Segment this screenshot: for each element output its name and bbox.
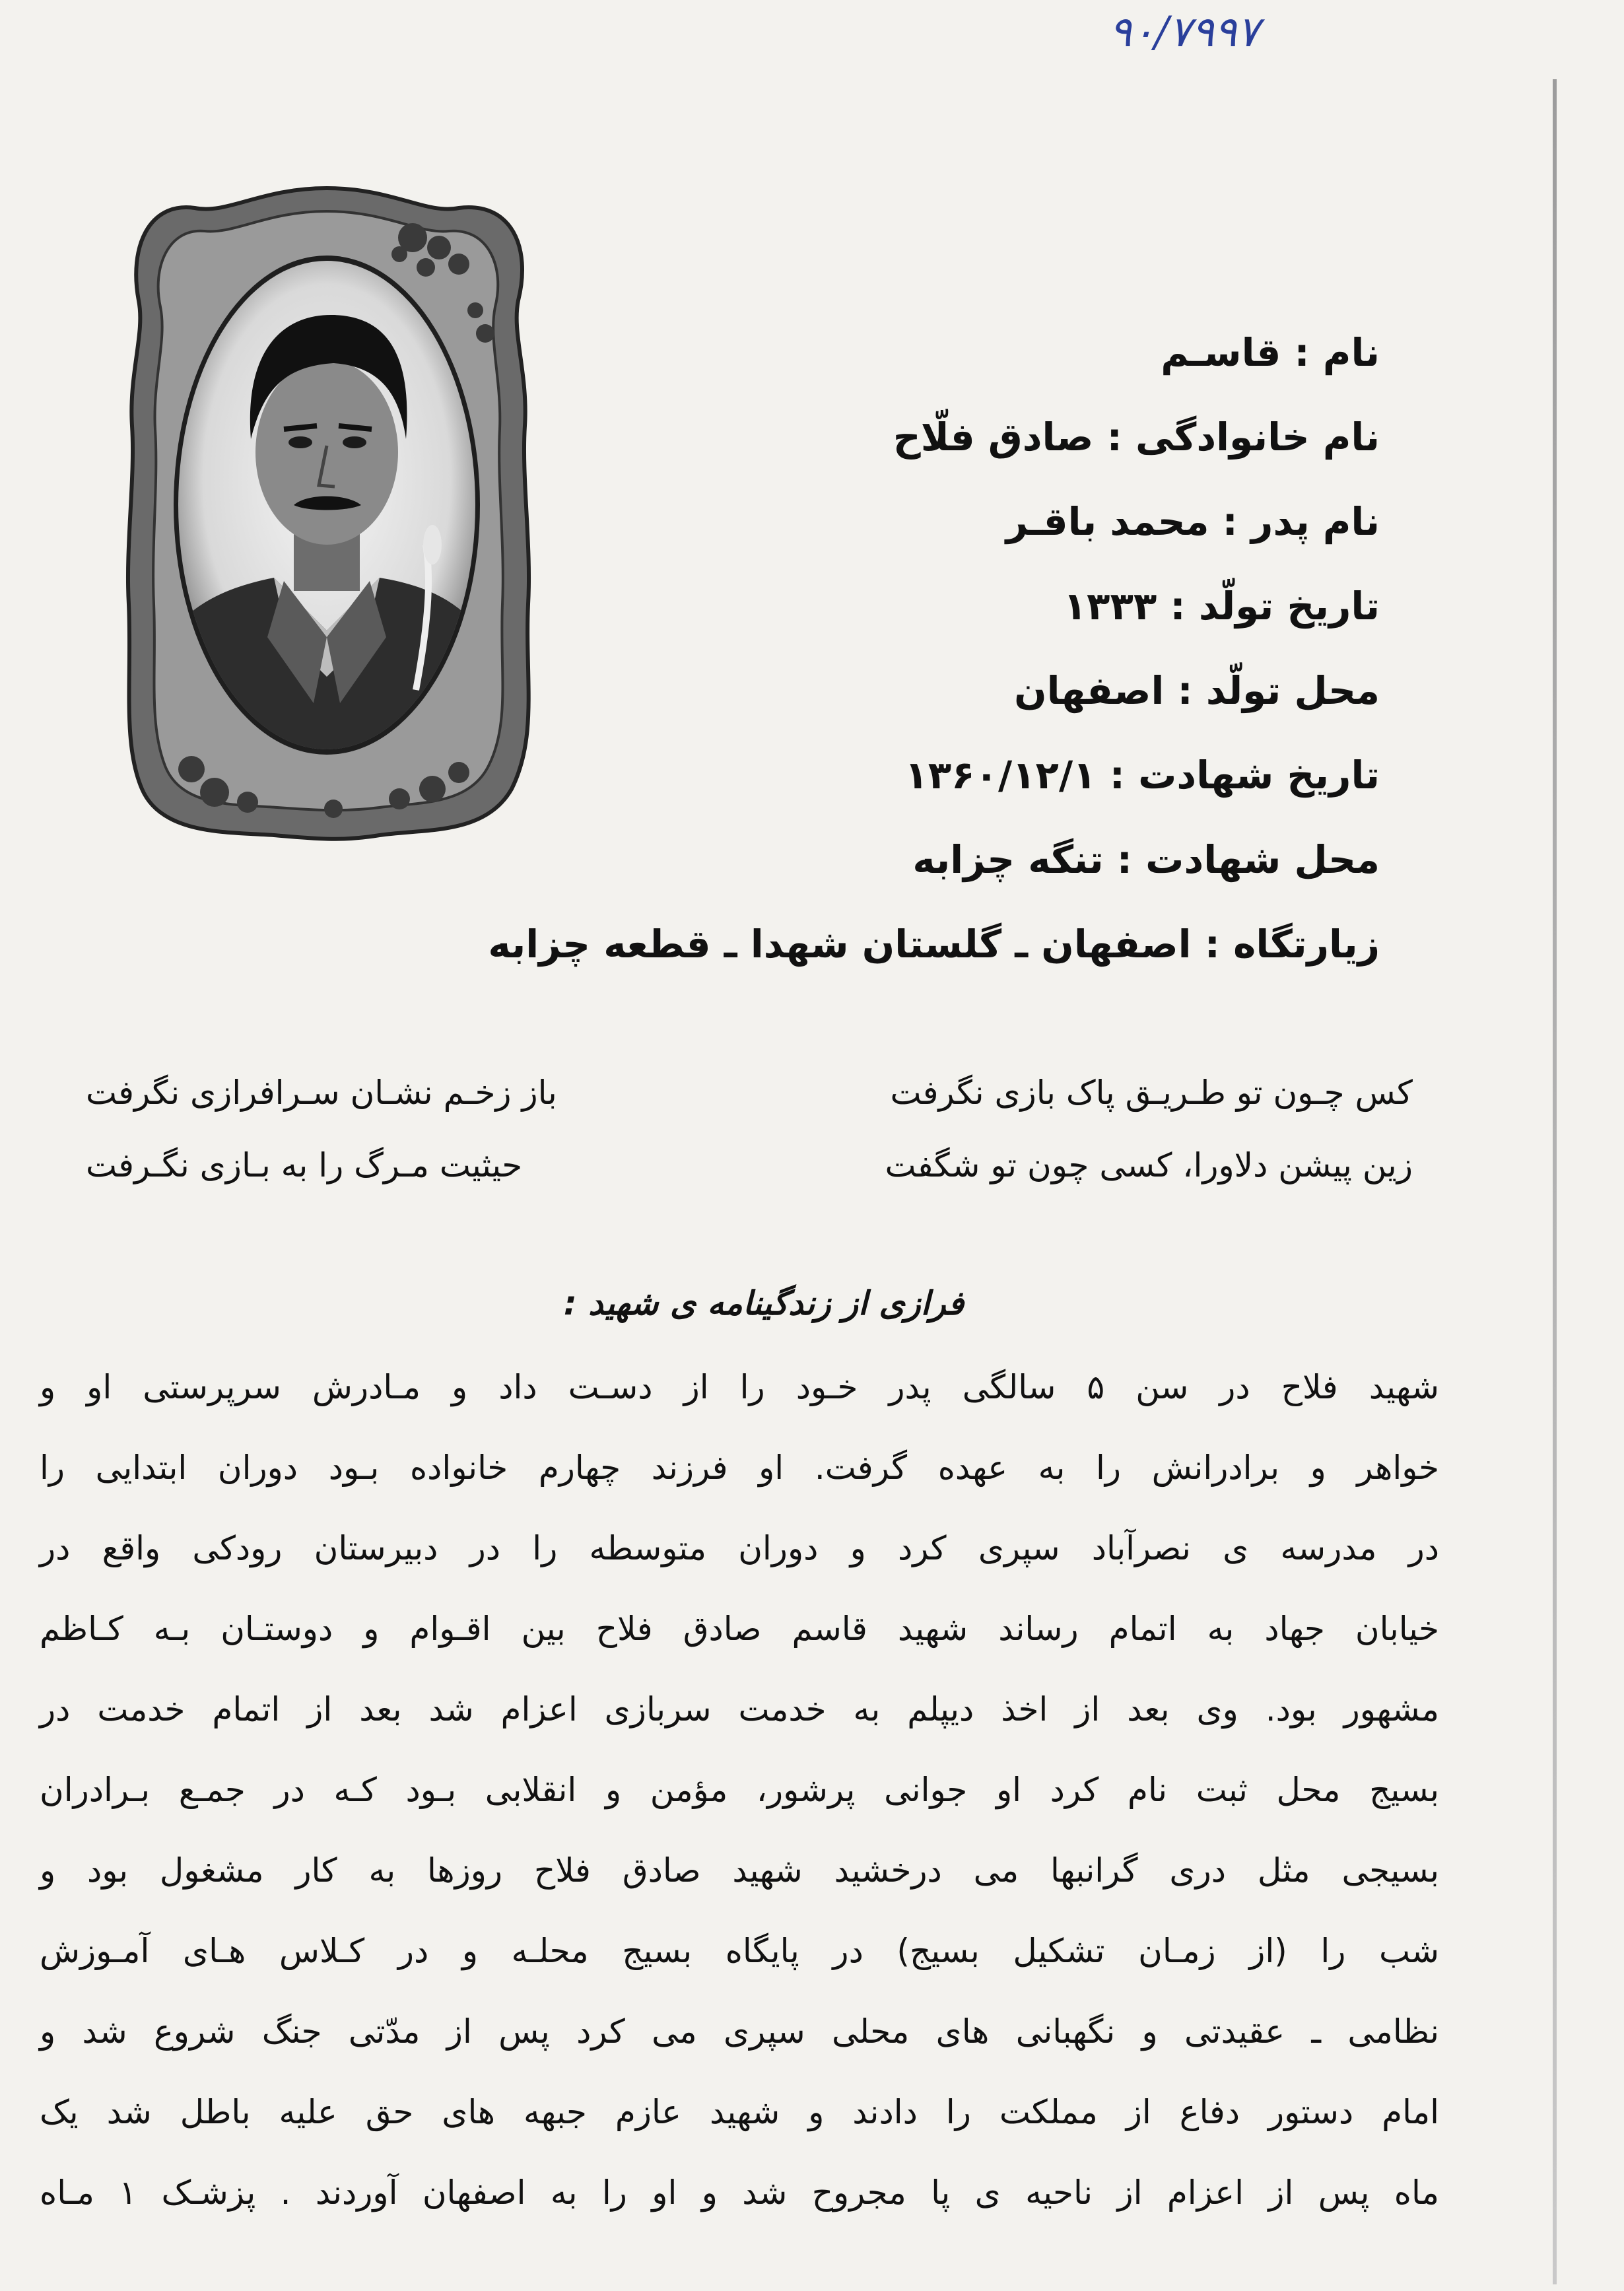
poem-hemistich: باز زخـم نشـان سـرافرازی نگرفت [86, 1074, 557, 1112]
poem-hemistich: کس چـون تو طـریـق پاک بازی نگرفت [890, 1074, 1413, 1112]
info-martyrdom-date: تاریخ شهادت : ۱۳۶۰/۱۲/۱ [904, 753, 1380, 798]
poem-line [86, 1056, 1413, 1129]
biography-line: شهید فلاح در سن ۵ سالگی پدر خـود را از دسـت داد و مـادرش سرپرستی او و [40, 1368, 1439, 1406]
poem-hemistich: حیثیت مـرگ را به بـازی نگـرفت [86, 1146, 523, 1184]
biography-text [40, 1347, 1439, 2233]
biography-line: بسیج محل ثبت نام کرد او جوانی پرشور، مؤمن و انقلابی بـود کـه در جمـع بـرادران [40, 1771, 1439, 1809]
info-family-name: نام خانوادگی : صادق فلّاح [893, 415, 1380, 460]
poem-hemistich: زین پیشن دلاورا، کسی چون تو شگفت [885, 1146, 1413, 1184]
portrait-photo [116, 175, 538, 848]
biography-heading: فرازی از زندگینامه ی شهید : [563, 1284, 964, 1322]
martyr-info [488, 310, 1380, 986]
biography-line: ماه پس از اعزام از ناحیه ی پا مجروح شد و او را به اصفهان آوردند . پزشـک ۱ مـاه [40, 2173, 1439, 2212]
biography-line: امام دستور دفاع از مملکت را دادند و شهید عازم جبهه های حق علیه باطل شد یک [40, 2093, 1439, 2131]
info-martyrdom-place: محل شهادت : تنگه چزابه [912, 837, 1380, 882]
biography-line: نظامی ـ عقیدتی و نگهبانی های محلی سپری می کرد پس از مدّتی جنگ شروع شد و [40, 2012, 1439, 2051]
biography-line: در مدرسه ی نصرآباد سپری کرد و دوران متوسطه را در دبیرستان رودکی واقع در [40, 1529, 1439, 1567]
handwritten-number: ۹۰/۷۹۹۷ [1109, 8, 1260, 57]
biography-line: بسیجی مثل دری گرانبها می درخشید شهید صادق فلاح روزها به کار مشغول بود و [40, 1851, 1439, 1890]
poem-line [86, 1129, 1413, 1202]
biography-line: خواهر و برادرانش را به عهده گرفت. او فرزند چهارم خانواده بـود دوران ابتدایی را [40, 1449, 1439, 1487]
biography-line: مشهور بود. وی بعد از اخذ دیپلم به خدمت سربازی اعزام شد بعد از اتمام خدمت در [40, 1690, 1439, 1728]
biography-line: شب را (از زمـان تشکیل بسیج) در پایگاه بسیج محلـه و در کـلاس هـای آمـوزش [40, 1932, 1439, 1970]
page-edge-line [1553, 79, 1557, 2284]
info-birth-place: محل تولّد : اصفهان [1014, 668, 1380, 713]
info-birth-date: تاریخ تولّد : ۱۳۳۳ [1063, 584, 1380, 629]
poem [86, 1056, 1413, 1202]
info-burial-place: زیارتگاه : اصفهان ـ گلستان شهدا ـ قطعه چزابه [488, 922, 1380, 967]
info-father-name: نام پدر : محمد باقـر [1005, 499, 1380, 544]
biography-line: خیابان جهاد به اتمام رساند شهید قاسم صادق فلاح بین اقـوام و دوستـان بـه کـاظم [40, 1610, 1439, 1648]
portrait-frame [116, 175, 538, 848]
info-name: نام : قاسـم [1161, 330, 1380, 375]
